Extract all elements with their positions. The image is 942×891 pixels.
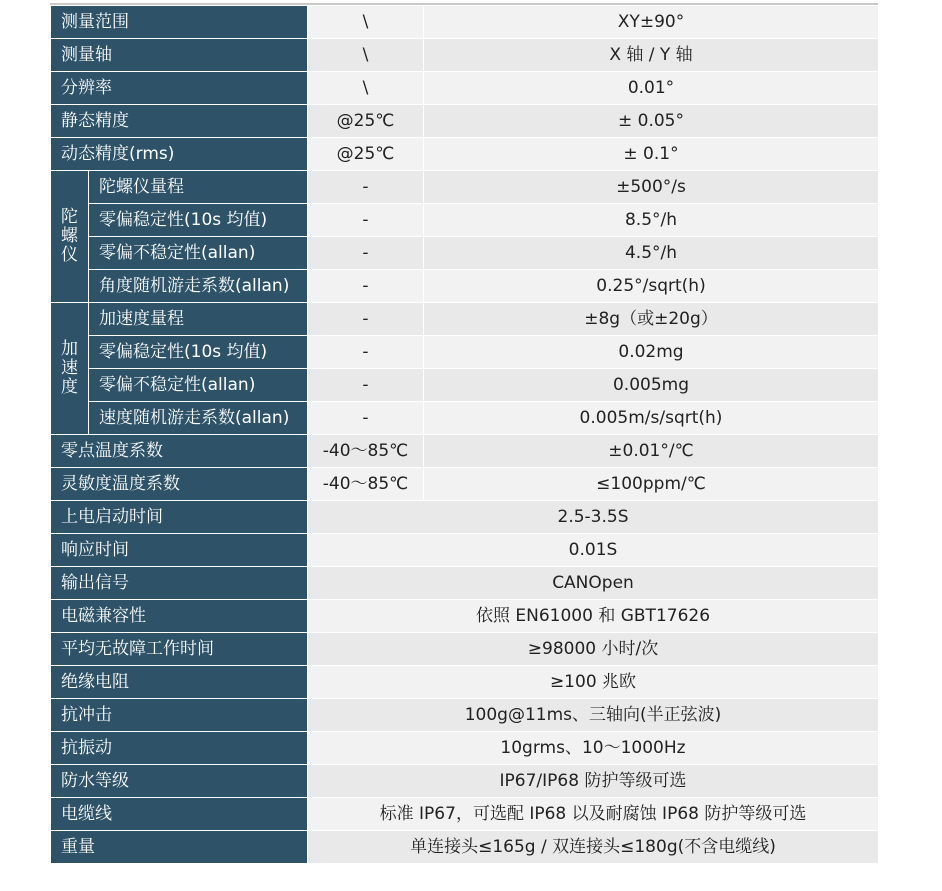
row-value: 标准 IP67，可选配 IP68 以及耐腐蚀 IP68 防护等级可选 [308, 798, 879, 831]
table-row [51, 270, 879, 303]
row-label: 平均无故障工作时间 [51, 633, 308, 666]
row-value: 0.01° [424, 72, 879, 105]
row-label: 电缆线 [51, 798, 308, 831]
table-row [51, 765, 879, 798]
row-value: ±500°/s [424, 171, 879, 204]
group-label-accel: 加速度 [51, 303, 89, 435]
row-label: 零偏稳定性(10s 均值) [89, 336, 308, 369]
row-label: 零偏不稳定性(allan) [89, 237, 308, 270]
table-row [51, 567, 879, 600]
row-label: 上电启动时间 [51, 501, 308, 534]
table-row [51, 666, 879, 699]
row-condition: -40～85℃ [308, 468, 424, 501]
row-condition: @25℃ [308, 105, 424, 138]
row-condition: - [308, 237, 424, 270]
row-value: X 轴 / Y 轴 [424, 39, 879, 72]
row-label: 分辨率 [51, 72, 308, 105]
row-value: ≥100 兆欧 [308, 666, 879, 699]
row-condition: \ [308, 72, 424, 105]
row-label: 电磁兼容性 [51, 600, 308, 633]
row-value: 4.5°/h [424, 237, 879, 270]
row-label: 抗冲击 [51, 699, 308, 732]
table-row [51, 237, 879, 270]
row-value: 依照 EN61000 和 GBT17626 [308, 600, 879, 633]
row-condition: -40～85℃ [308, 435, 424, 468]
table-row [51, 468, 879, 501]
row-label: 静态精度 [51, 105, 308, 138]
table-row [51, 798, 879, 831]
row-value: IP67/IP68 防护等级可选 [308, 765, 879, 798]
row-label: 零偏不稳定性(allan) [89, 369, 308, 402]
row-label: 速度随机游走系数(allan) [89, 402, 308, 435]
row-value: 0.005m/s/sqrt(h) [424, 402, 879, 435]
row-condition: \ [308, 39, 424, 72]
row-label: 动态精度(rms) [51, 138, 308, 171]
row-label: 陀螺仪量程 [89, 171, 308, 204]
table-row [51, 171, 879, 204]
table-row [51, 732, 879, 765]
row-value: 0.005mg [424, 369, 879, 402]
row-label: 抗振动 [51, 732, 308, 765]
row-condition: - [308, 303, 424, 336]
row-condition: - [308, 204, 424, 237]
table-row [51, 336, 879, 369]
row-label: 零偏稳定性(10s 均值) [89, 204, 308, 237]
table-row [51, 633, 879, 666]
table-row [51, 204, 879, 237]
table-row [51, 402, 879, 435]
table-row [51, 105, 879, 138]
row-value: 0.02mg [424, 336, 879, 369]
row-label: 灵敏度温度系数 [51, 468, 308, 501]
table-row [51, 6, 879, 39]
row-value: 0.01S [308, 534, 879, 567]
table-row [51, 369, 879, 402]
table-row [51, 600, 879, 633]
group-label-gyro: 陀螺仪 [51, 171, 89, 303]
row-label: 角度随机游走系数(allan) [89, 270, 308, 303]
row-condition: - [308, 369, 424, 402]
table-row [51, 435, 879, 468]
row-label: 响应时间 [51, 534, 308, 567]
row-label: 测量范围 [51, 6, 308, 39]
table-row [51, 534, 879, 567]
row-label: 测量轴 [51, 39, 308, 72]
spec-table [50, 5, 879, 864]
row-value: CANOpen [308, 567, 879, 600]
row-label: 输出信号 [51, 567, 308, 600]
table-row [51, 303, 879, 336]
row-value: 2.5-3.5S [308, 501, 879, 534]
row-condition: @25℃ [308, 138, 424, 171]
table-row [51, 699, 879, 732]
row-condition: \ [308, 6, 424, 39]
table-row [51, 501, 879, 534]
row-value: ± 0.05° [424, 105, 879, 138]
row-label: 防水等级 [51, 765, 308, 798]
row-value: ≥98000 小时/次 [308, 633, 879, 666]
spec-table-container [50, 5, 878, 864]
row-value: 8.5°/h [424, 204, 879, 237]
row-condition: - [308, 270, 424, 303]
row-condition: - [308, 336, 424, 369]
row-value: 0.25°/sqrt(h) [424, 270, 879, 303]
row-value: XY±90° [424, 6, 879, 39]
row-label: 加速度量程 [89, 303, 308, 336]
row-value: ± 0.1° [424, 138, 879, 171]
table-row [51, 39, 879, 72]
row-value: ±0.01°/℃ [424, 435, 879, 468]
table-row [51, 138, 879, 171]
row-label: 重量 [51, 831, 308, 864]
row-condition: - [308, 402, 424, 435]
table-row [51, 72, 879, 105]
row-label: 零点温度系数 [51, 435, 308, 468]
table-row [51, 831, 879, 864]
row-value: 单连接头≤165g / 双连接头≤180g(不含电缆线) [308, 831, 879, 864]
row-value: 10grms、10～1000Hz [308, 732, 879, 765]
row-condition: - [308, 171, 424, 204]
row-value: 100g@11ms、三轴向(半正弦波) [308, 699, 879, 732]
row-value: ±8g（或±20g） [424, 303, 879, 336]
row-value: ≤100ppm/℃ [424, 468, 879, 501]
row-label: 绝缘电阻 [51, 666, 308, 699]
